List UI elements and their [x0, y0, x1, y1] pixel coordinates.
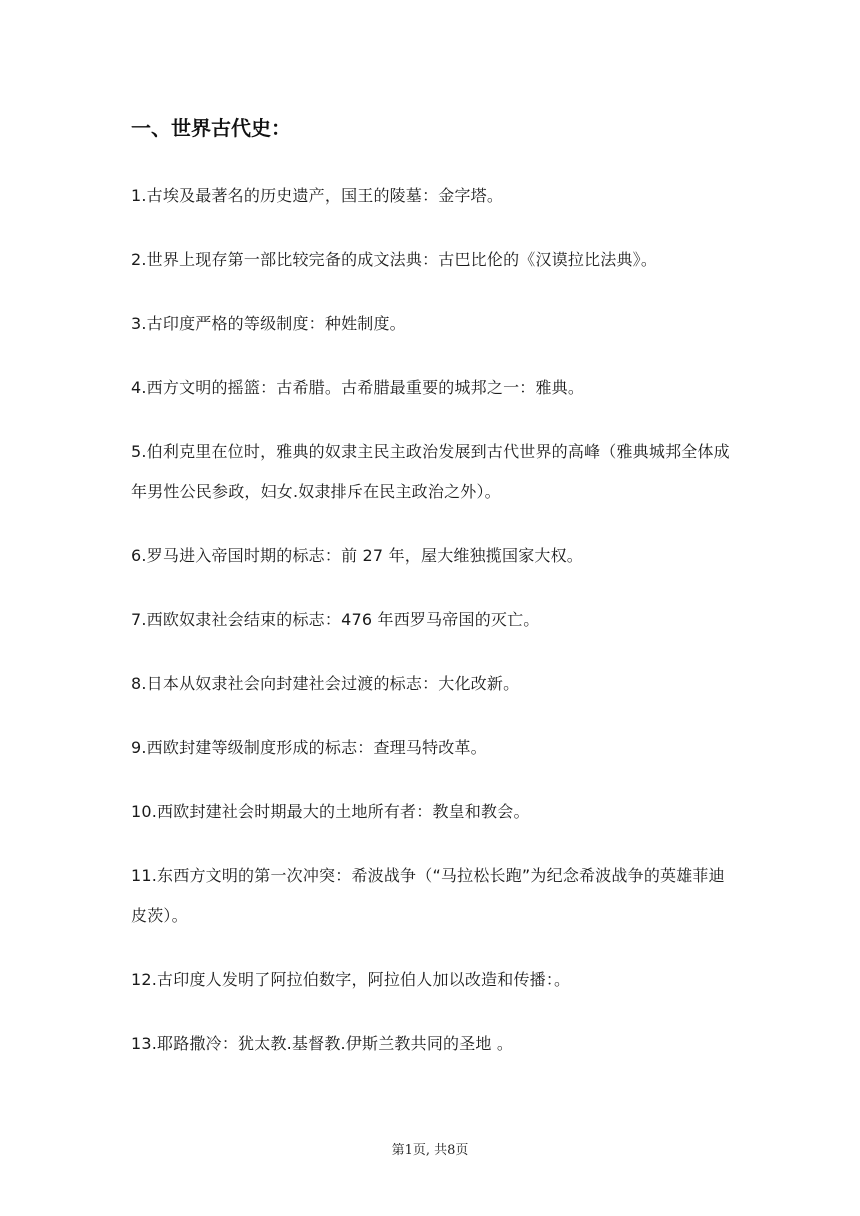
- list-item: 9.西欧封建等级制度形成的标志：查理马特改革。: [131, 738, 487, 757]
- list-item: 3.古印度严格的等级制度：种姓制度。: [131, 314, 406, 333]
- page-number-footer: 第1页, 共8页: [391, 1143, 469, 1158]
- list-item: 2.世界上现存第一部比较完备的成文法典：古巴比伦的《汉谟拉比法典》。: [131, 250, 658, 269]
- list-item: 4.西方文明的摇篮：古希腊。古希腊最重要的城邦之一：雅典。: [131, 378, 585, 397]
- list-item: 1.古埃及最著名的历史遗产，国王的陵墓：金字塔。: [131, 186, 504, 205]
- list-item: 6.罗马进入帝国时期的标志：前 27 年，屋大维独揽国家大权。: [131, 546, 583, 565]
- list-item: 12.古印度人发明了阿拉伯数字，阿拉伯人加以改造和传播：。: [131, 970, 571, 989]
- section-heading: 一、世界古代史：: [131, 116, 291, 140]
- item-list: [131, 176, 741, 1088]
- list-item: 7.西欧奴隶社会结束的标志：476 年西罗马帝国的灭亡。: [131, 610, 540, 629]
- list-item: 13.耶路撒冷：犹太教.基督教.伊斯兰教共同的圣地 。: [131, 1034, 514, 1053]
- list-item: 8.日本从奴隶社会向封建社会过渡的标志：大化改新。: [131, 674, 520, 693]
- list-item: 5.伯利克里在位时，雅典的奴隶主民主政治发展到古代世界的高峰（雅典城邦全体成年男性公民参政，妇女.奴隶排斥在民主政治之外）。: [131, 442, 730, 501]
- list-item: 11.东西方文明的第一次冲突：希波战争（“马拉松长跑”为纪念希波战争的英雄菲迪皮茨）。: [131, 866, 725, 925]
- list-item: 10.西欧封建社会时期最大的土地所有者：教皇和教会。: [131, 802, 530, 821]
